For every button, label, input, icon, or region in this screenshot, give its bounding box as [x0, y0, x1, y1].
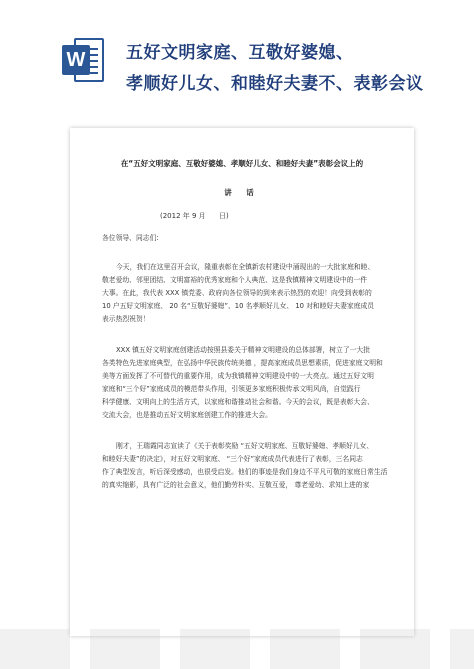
document-title: 在“五好文明家庭、互敬好婆媳、孝顺好儿女、和睦好夫妻”表彰会议上的: [120, 159, 364, 168]
paragraph-line: 刚才，王瑞霞同志宣读了《关于表彰奖励 “五好文明家庭、互敬好婆媳、孝顺好儿女、: [116, 442, 374, 450]
salutation-paragraph: [102, 232, 392, 245]
paragraph-line: 各位领导、同志们:: [102, 234, 159, 242]
paragraph-line: 交流大会，也是推动五好文明家庭创建工作的推进大会。: [102, 411, 272, 419]
paragraph-line: 今天，我们在这里召开会议，隆重表彰在全镇新农村建设中涌现出的一大批家庭和睦、: [116, 263, 375, 271]
paragraph-line: 10 户五好文明家庭、 20 名“互敬好婆媳”、10 名孝顺好儿女、 10 对和睦好夫妻家庭成员: [102, 302, 375, 310]
paragraph-line: 美等方面发挥了不可替代的重要作用，成为我镇精神文明建设中的一大亮点。通过五好文明: [102, 372, 374, 380]
paragraph-line: 的真实缩影，具有广泛的社会意义，他们勤劳朴实、互敬互爱， 尊老爱幼、求知上进的家: [102, 481, 370, 489]
paragraph-2: [102, 344, 392, 422]
banner: [0, 0, 474, 104]
document-subtitle: 讲 话: [224, 188, 260, 197]
paragraph-line: 各类特色先进家庭典型，在弘扬中华民族传统美德 ，提高家庭成员思想素质，促进家庭文明和: [102, 359, 383, 367]
paragraph-line: 敬老爱幼、邻里团结、文明富裕的优秀家庭和个人典范、这是我镇精神文明建设中的一件: [102, 276, 368, 284]
paragraph-line: 科学健康、文明向上的生活方式，以家庭和谐推动社会和谐。今天的会议，既是表彰大会、: [102, 398, 374, 406]
paragraph-line: 表示热烈祝贺！: [102, 315, 150, 323]
paragraph-3: [102, 440, 392, 492]
paragraph-line: 和睦好夫妻”的决定》，对五好文明家庭、 “三个好”家庭成员代表进行了表彰，三名同志: [102, 455, 363, 463]
paragraph-line: XXX 镇五好文明家庭创建活动按照县委关于精神文明建设的总体部署，树立了一大批: [116, 346, 371, 354]
banner-title: [126, 38, 471, 100]
document-date: (2012 年 9 月 日): [160, 212, 229, 220]
paragraph-line: 大事。在此，我代表 XXX 镇党委、政府向各位领导的到来表示热烈的欢迎！向受到表彰的: [102, 289, 372, 297]
paragraph-1: [102, 261, 392, 326]
banner-title-line-1: 五好文明家庭、互敬好婆媳、: [126, 43, 354, 63]
paragraph-line: 作了典型发言，听后深受感动，也很受启发。他们的事迹是我们身边不平凡可敬的家庭日常生活: [102, 468, 388, 476]
paragraph-line: 家庭和“三个好”家庭成员的模范带头作用，引领更多家庭积极传承文明风尚，自觉践行: [102, 385, 361, 393]
word-document-icon: [62, 38, 104, 82]
word-badge: W: [62, 45, 90, 75]
banner-title-line-2: 孝顺好儿女、和睦好夫妻不、表彰会议: [126, 74, 424, 94]
document-page: [70, 128, 414, 636]
